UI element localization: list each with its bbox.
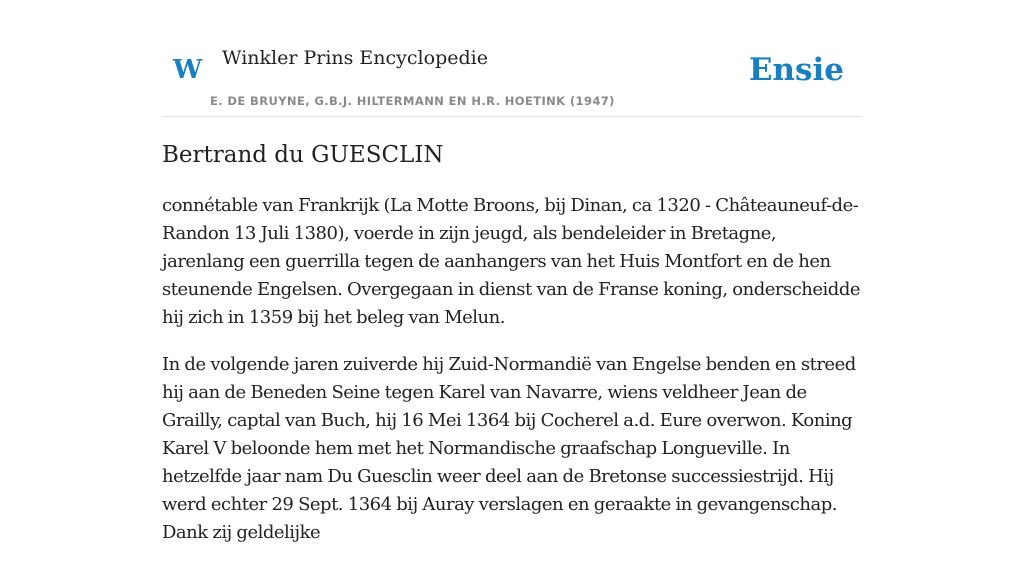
article-paragraph: connétable van Frankrijk (La Motte Broons, bij Dinan, ca 1320 - Châteauneuf-de-Randon 13 Juli 1380), voerde in zijn jeugd, als bendeleider in Bretagne, jarenlang een guerrilla tegen de aanhangers van het Huis Montfort en de hen steunende Engelsen. Overgegaan in dienst van de Franse koning, onderscheidde hij zich in 1359 bij het beleg van Melun. bbox=[162, 195, 861, 328]
article-body bbox=[162, 192, 862, 566]
winkler-prins-logo[interactable]: W bbox=[173, 55, 203, 85]
site-header bbox=[162, 0, 862, 117]
article-paragraph: In de volgende jaren zuiverde hij Zuid-Normandië van Engelse benden en streed hij aan de Beneden Seine tegen Karel van Navarre, wiens veldheer Jean de Grailly, captal van Buch, hij 16 Mei 1364 bij Cocherel a.d. Eure overwon. Koning Karel V beloonde hem met het Normandische graafschap Longueville. In hetzelfde jaar nam Du Guesclin weer deel aan de Bretonse successiestrijd. Hij werd echter 29 Sept. 1364 bij Auray verslagen en geraakte in gevangenschap. Dank zij geldelijke bbox=[162, 354, 856, 543]
publication-authors: E. DE BRUYNE, G.B.J. HILTERMANN EN H.R. HOETINK (1947) bbox=[210, 94, 615, 108]
ensie-logo-link[interactable]: Ensie bbox=[748, 52, 844, 88]
publication-title[interactable]: Winkler Prins Encyclopedie bbox=[222, 47, 488, 69]
article-title: Bertrand du GUESCLIN bbox=[162, 142, 444, 168]
